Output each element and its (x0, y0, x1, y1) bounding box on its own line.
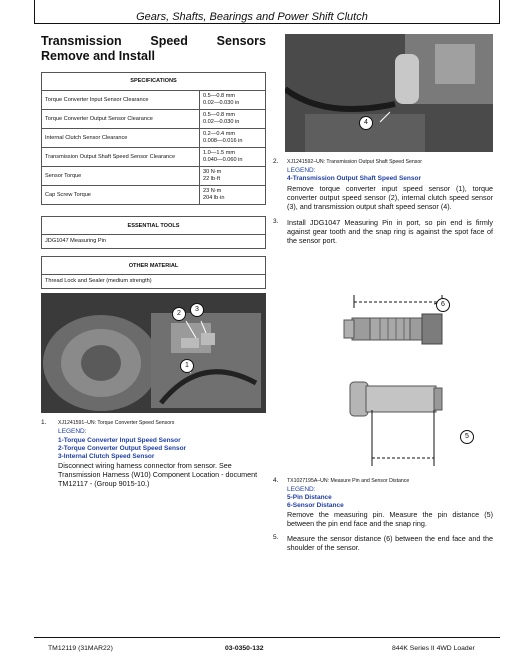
footer-model: 844K Series II 4WD Loader (392, 645, 475, 652)
step-instruction: Remove the measuring pin. Measure the pin distance (5) between the pin end face and the snap ring. (287, 510, 493, 528)
transmission-top-illustration (285, 34, 493, 152)
callout-1: 1 (180, 359, 194, 373)
spec-value-imperial: 0.02—0.030 in (203, 119, 240, 125)
output-shaft-sensor-photo (285, 34, 493, 152)
footer-divider (34, 637, 500, 638)
table-row (42, 110, 266, 129)
spec-value (200, 186, 266, 205)
legend-title: LEGEND: (287, 486, 316, 493)
specifications-heading: SPECIFICATIONS (42, 73, 266, 91)
callout-6: 6 (436, 298, 450, 312)
legend-title: LEGEND: (58, 428, 87, 435)
legend-item: 6-Sensor Distance (287, 502, 344, 509)
essential-tools-box (41, 216, 266, 249)
footer-doc-id: TM12119 (31MAR22) (48, 645, 113, 652)
step-instruction: Remove torque converter input speed sensor (1), torque converter output speed sensor (2), internal clutch speed sensor (3), and transmission output shaft speed sensor (4). (287, 184, 493, 211)
spec-value-metric: 1.0—1.5 mm (203, 150, 236, 156)
spec-value-imperial: 0.040—0.060 in (203, 157, 243, 163)
step-number: 2. (273, 158, 279, 165)
figure-caption: XJ1241591–UN: Torque Converter Speed Sensors (58, 420, 175, 426)
spec-value-metric: 0.5—0.8 mm (203, 112, 236, 118)
specifications-table (41, 72, 266, 205)
essential-tools-heading: ESSENTIAL TOOLS (42, 217, 265, 235)
table-row (42, 148, 266, 167)
legend-item: 2-Torque Converter Output Speed Sensor (58, 445, 187, 452)
spec-value-imperial: 204 lb·in (203, 195, 225, 201)
spec-value-imperial: 0.02—0.030 in (203, 100, 240, 106)
figure-caption: TX1027195A–UN: Measure Pin and Sensor Distance (287, 478, 410, 484)
other-material-box (41, 256, 266, 289)
figure-caption: XJ1241592–UN: Transmission Output Shaft Speed Sensor (287, 159, 422, 165)
pin-and-sensor-drawing (330, 290, 500, 470)
step-number: 1. (41, 419, 47, 426)
transmission-housing-illustration (41, 293, 266, 413)
spec-label: Torque Converter Input Sensor Clearance (42, 91, 200, 110)
step-instruction: Disconnect wiring harness connector from sensor. See Transmission Harness (W10) Component Location - document TM12117 - (Group 9015-10.) (58, 461, 258, 488)
step-number: 5. (273, 534, 279, 541)
table-row (42, 91, 266, 110)
other-material-heading: OTHER MATERIAL (42, 257, 265, 275)
legend-item: 4-Transmission Output Shaft Speed Sensor (287, 175, 421, 182)
step-instruction: Install JDG1047 Measuring Pin in port, so pin end is firmly against gear tooth and the snap ring is against the spot face of the sensor port. (287, 218, 493, 245)
legend-title: LEGEND: (287, 167, 316, 174)
other-material-item: Thread Lock and Sealer (medium strength) (45, 278, 152, 284)
spec-value-imperial: 0.008—0.016 in (203, 138, 243, 144)
spec-label: Torque Converter Output Sensor Clearance (42, 110, 200, 129)
section-title: Gears, Shafts, Bearings and Power Shift Clutch (136, 11, 368, 23)
spec-value (200, 129, 266, 148)
sensor-pin-illustration (330, 290, 500, 470)
table-row (42, 167, 266, 186)
spec-value-imperial: 22 lb·ft (203, 176, 221, 182)
callout-5: 5 (460, 430, 474, 444)
spec-value-metric: 23 N·m (203, 188, 222, 194)
spec-value (200, 167, 266, 186)
step-number: 4. (273, 477, 279, 484)
legend-item: 5-Pin Distance (287, 494, 332, 501)
spec-label: Internal Clutch Sensor Clearance (42, 129, 200, 148)
spec-value (200, 148, 266, 167)
spec-value (200, 91, 266, 110)
table-row (42, 129, 266, 148)
spec-label: Transmission Output Shaft Speed Sensor Clearance (42, 148, 200, 167)
spec-value (200, 110, 266, 129)
callout-4: 4 (359, 116, 373, 130)
torque-converter-sensors-photo (41, 293, 266, 413)
spec-value-metric: 0.5—0.8 mm (203, 93, 236, 99)
callout-2: 2 (172, 307, 186, 321)
spec-value-metric: 30 N·m (203, 169, 222, 175)
spec-label: Sensor Torque (42, 167, 200, 186)
callout-3: 3 (190, 303, 204, 317)
spec-label: Cap Screw Torque (42, 186, 200, 205)
footer-page-number: 03-0350-132 (225, 645, 264, 652)
essential-tool-item: JDG1047 Measuring Pin (45, 238, 106, 244)
step-number: 3. (273, 218, 279, 225)
legend-item: 3-Internal Clutch Speed Sensor (58, 453, 155, 460)
legend-item: 1-Torque Converter Input Speed Sensor (58, 437, 181, 444)
procedure-title: Transmission Speed Sensors Remove and Install (41, 34, 266, 63)
spec-value-metric: 0.2—0.4 mm (203, 131, 236, 137)
table-row (42, 186, 266, 205)
step-instruction: Measure the sensor distance (6) between the end face and the shoulder of the sensor. (287, 534, 493, 552)
